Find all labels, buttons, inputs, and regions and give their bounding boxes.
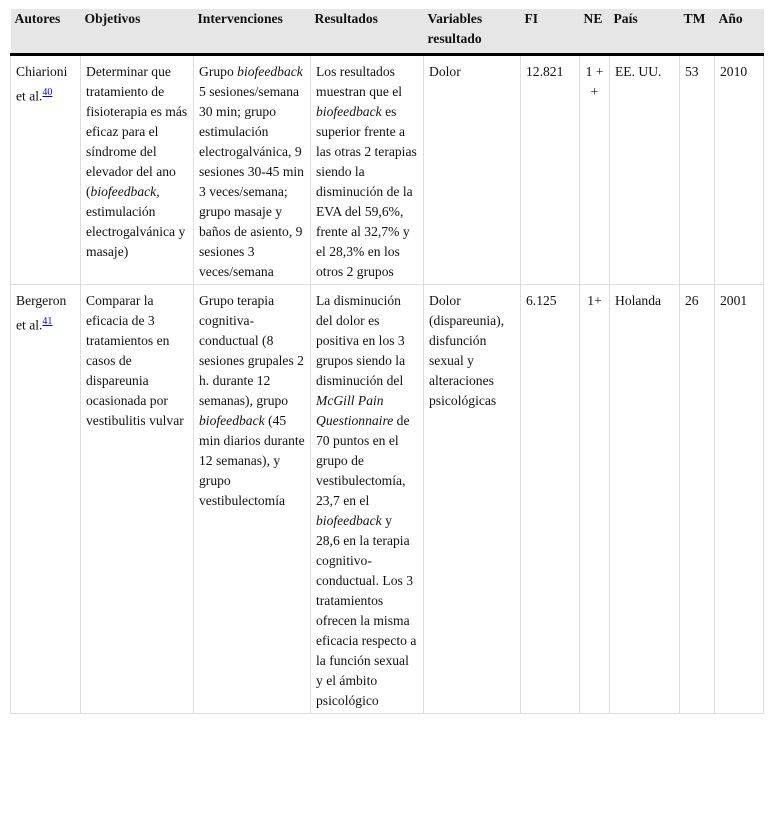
header-ne: NE [580, 9, 610, 55]
text: y 28,6 en la terapia cognitivo-conductual. Los 3 tratamientos ofrecen la misma eficacia respecto a la función sexual y el ámbito psicológico [316, 513, 417, 708]
italic-text: biofeedback [316, 104, 382, 119]
header-intervenciones: Intervenciones [194, 9, 311, 55]
reference-link[interactable]: 41 [42, 316, 53, 327]
author: Bergeron et al. [16, 293, 67, 333]
text: de 70 puntos en el grupo de vestibulectomía, 23,7 en el [316, 413, 410, 508]
header-pais: País [610, 9, 680, 55]
cell-objetivos [81, 285, 194, 714]
cell-objetivos [81, 55, 194, 285]
header-resultados: Resultados [311, 9, 424, 55]
reference-link[interactable]: 40 [42, 87, 53, 98]
cell-intervenciones [194, 55, 311, 285]
cell-anio: 2010 [715, 55, 764, 285]
cell-anio: 2001 [715, 285, 764, 714]
header-tm: TM [680, 9, 715, 55]
cell-fi: 6.125 [521, 285, 580, 714]
italic-text: biofeedback [237, 64, 303, 79]
cell-autores [11, 55, 81, 285]
text: Grupo terapia cognitiva-conductual (8 sesiones grupales 2 h. durante 12 semanas), grupo [199, 293, 304, 408]
author: Chiarioni et al. [16, 64, 68, 104]
cell-ne: 1 + + [580, 55, 610, 285]
text: es superior frente a las otras 2 terapias siendo la disminución de la EVA del 59,6%, frente al 32,7% y el 28,3% en los otros 2 grupos [316, 104, 417, 279]
text: Los resultados muestran que el [316, 64, 403, 99]
cell-variables: Dolor (dispareunia), disfunción sexual y alteraciones psicológicas [424, 285, 521, 714]
cell-tm: 26 [680, 285, 715, 714]
italic-text: biofeedback [316, 513, 382, 528]
text: , estimulación electrogalvánica y masaje) [86, 184, 186, 259]
header-objetivos: Objetivos [81, 9, 194, 55]
italic-text: biofeedback [90, 184, 157, 199]
header-anio: Año [715, 9, 764, 55]
italic-text: biofeedback [199, 413, 265, 428]
cell-variables: Dolor [424, 55, 521, 285]
header-autores: Autores [11, 9, 81, 55]
text: Grupo [199, 64, 238, 79]
table-row [11, 55, 764, 285]
text: La disminución del dolor es positiva en los 3 grupos siendo la disminución del [316, 293, 406, 388]
text: 5 sesiones/semana 30 min; grupo estimulación electrogalvánica, 9 sesiones 30-45 min 3 veces/semana; grupo masaje y baños de asiento, 9 sesiones 3 veces/semana [199, 84, 304, 279]
cell-pais: EE. UU. [610, 55, 680, 285]
studies-table [10, 9, 764, 714]
text: Comparar la eficacia de 3 tratamientos en casos de dispareunia ocasionada por vestibulitis vulvar [86, 293, 184, 428]
cell-pais: Holanda [610, 285, 680, 714]
cell-tm: 53 [680, 55, 715, 285]
cell-resultados [311, 285, 424, 714]
header-row [11, 9, 764, 55]
header-fi: FI [521, 9, 580, 55]
text: Determinar que tratamiento de fisioterapia es más eficaz para el síndrome del elevador del ano ( [86, 64, 188, 199]
italic-text: McGill Pain Questionnaire [316, 393, 394, 428]
text: (45 min diarios durante 12 semanas), y grupo vestibulectomía [199, 413, 305, 508]
cell-intervenciones [194, 285, 311, 714]
header-variables: Variables resultado [424, 9, 521, 55]
cell-fi: 12.821 [521, 55, 580, 285]
table-row [11, 285, 764, 714]
cell-ne: 1+ [580, 285, 610, 714]
cell-resultados [311, 55, 424, 285]
cell-autores [11, 285, 81, 714]
